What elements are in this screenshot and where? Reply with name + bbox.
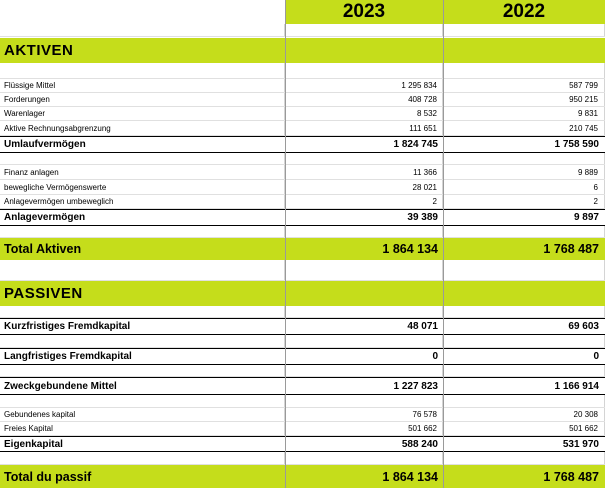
subtotal-row-kurzfristig[interactable] xyxy=(0,318,605,335)
column-separator xyxy=(285,0,286,488)
value-2022: 587 799 xyxy=(443,79,605,92)
spacer-row xyxy=(0,153,605,165)
total-2023: 1 864 134 xyxy=(382,242,438,256)
subtotal-2022: 1 758 590 xyxy=(443,137,605,153)
total-label: Total Aktiven xyxy=(4,242,82,256)
aktiven-section-header[interactable] xyxy=(0,38,605,63)
value-2023: 28 021 xyxy=(285,180,443,194)
value-2023: 501 662 xyxy=(285,422,443,435)
subtotal-2023: 1 227 823 xyxy=(285,378,443,395)
table-row[interactable] xyxy=(0,408,605,422)
subtotal-row-zweckgebunden[interactable] xyxy=(0,377,605,395)
spacer-row xyxy=(0,63,605,79)
subtotal-2022: 9 897 xyxy=(443,210,605,226)
value-2023: 8 532 xyxy=(285,107,443,120)
row-label: Finanz anlagen xyxy=(0,165,285,179)
passiven-section-header[interactable] xyxy=(0,281,605,306)
subtotal-label: Zweckgebundene Mittel xyxy=(0,378,285,395)
row-label: Freies Kapital xyxy=(0,422,285,435)
table-row[interactable] xyxy=(0,422,605,436)
header-blank-cell[interactable] xyxy=(0,0,285,24)
spacer-row xyxy=(0,24,605,37)
spacer-row xyxy=(0,395,605,408)
column-separator xyxy=(443,0,444,488)
year-2023-header[interactable]: 2023 xyxy=(285,0,443,24)
row-label: bewegliche Vermögenswerte xyxy=(0,180,285,194)
table-row[interactable] xyxy=(0,180,605,195)
value-2023: 111 651 xyxy=(285,121,443,135)
total-aktiven-row[interactable] xyxy=(0,238,605,260)
value-2022: 210 745 xyxy=(443,121,605,135)
spacer-row xyxy=(0,365,605,377)
subtotal-label: Umlaufvermögen xyxy=(0,137,285,153)
table-row[interactable] xyxy=(0,107,605,121)
spacer-row xyxy=(0,452,605,465)
subtotal-row-langfristig[interactable] xyxy=(0,348,605,365)
subtotal-2022: 69 603 xyxy=(443,319,605,335)
value-2022: 501 662 xyxy=(443,422,605,435)
value-2023: 76 578 xyxy=(285,408,443,421)
spacer-row xyxy=(0,306,605,318)
row-label: Forderungen xyxy=(0,93,285,106)
subtotal-2023: 39 389 xyxy=(285,210,443,226)
subtotal-label: Anlagevermögen xyxy=(0,210,285,226)
table-row[interactable] xyxy=(0,165,605,180)
table-row[interactable] xyxy=(0,93,605,107)
subtotal-label: Kurzfristiges Fremdkapital xyxy=(0,319,285,335)
subtotal-2022: 1 166 914 xyxy=(443,378,605,395)
subtotal-2023: 48 071 xyxy=(285,319,443,335)
value-2023: 1 295 834 xyxy=(285,79,443,92)
total-2022: 1 768 487 xyxy=(543,242,599,256)
total-label: Total du passif xyxy=(4,469,92,484)
spacer-row xyxy=(0,260,605,281)
value-2022: 950 215 xyxy=(443,93,605,106)
subtotal-2023: 1 824 745 xyxy=(285,137,443,153)
row-label: Anlagevermögen umbeweglich xyxy=(0,195,285,208)
total-2022: 1 768 487 xyxy=(543,469,599,484)
value-2022: 9 889 xyxy=(443,165,605,179)
table-row[interactable] xyxy=(0,195,605,209)
year-2022-header[interactable]: 2022 xyxy=(443,0,605,24)
row-label: Aktive Rechnungsabgrenzung xyxy=(0,121,285,135)
table-row[interactable] xyxy=(0,79,605,93)
passiven-title: PASSIVEN xyxy=(4,285,83,302)
value-2022: 6 xyxy=(443,180,605,194)
subtotal-label: Langfristiges Fremdkapital xyxy=(0,349,285,365)
subtotal-row-anlagevermoegen[interactable] xyxy=(0,209,605,226)
value-2022: 2 xyxy=(443,195,605,208)
total-passif-row[interactable] xyxy=(0,465,605,488)
subtotal-label: Eigenkapital xyxy=(0,437,285,452)
total-2023: 1 864 134 xyxy=(382,469,438,484)
value-2022: 20 308 xyxy=(443,408,605,421)
subtotal-2023: 588 240 xyxy=(285,437,443,452)
row-label: Warenlager xyxy=(0,107,285,120)
aktiven-title: AKTIVEN xyxy=(4,42,74,59)
subtotal-2022: 531 970 xyxy=(443,437,605,452)
spacer-row xyxy=(0,226,605,238)
subtotal-2022: 0 xyxy=(443,349,605,365)
subtotal-row-eigenkapital[interactable] xyxy=(0,436,605,452)
row-label: Gebundenes kapital xyxy=(0,408,285,421)
table-row[interactable] xyxy=(0,121,605,136)
year-header-row xyxy=(0,0,605,24)
spacer-row xyxy=(0,335,605,348)
value-2023: 2 xyxy=(285,195,443,208)
value-2023: 11 366 xyxy=(285,165,443,179)
value-2022: 9 831 xyxy=(443,107,605,120)
subtotal-row-umlaufvermoegen[interactable] xyxy=(0,136,605,153)
subtotal-2023: 0 xyxy=(285,349,443,365)
row-label: Flüssige Mittel xyxy=(0,79,285,92)
value-2023: 408 728 xyxy=(285,93,443,106)
